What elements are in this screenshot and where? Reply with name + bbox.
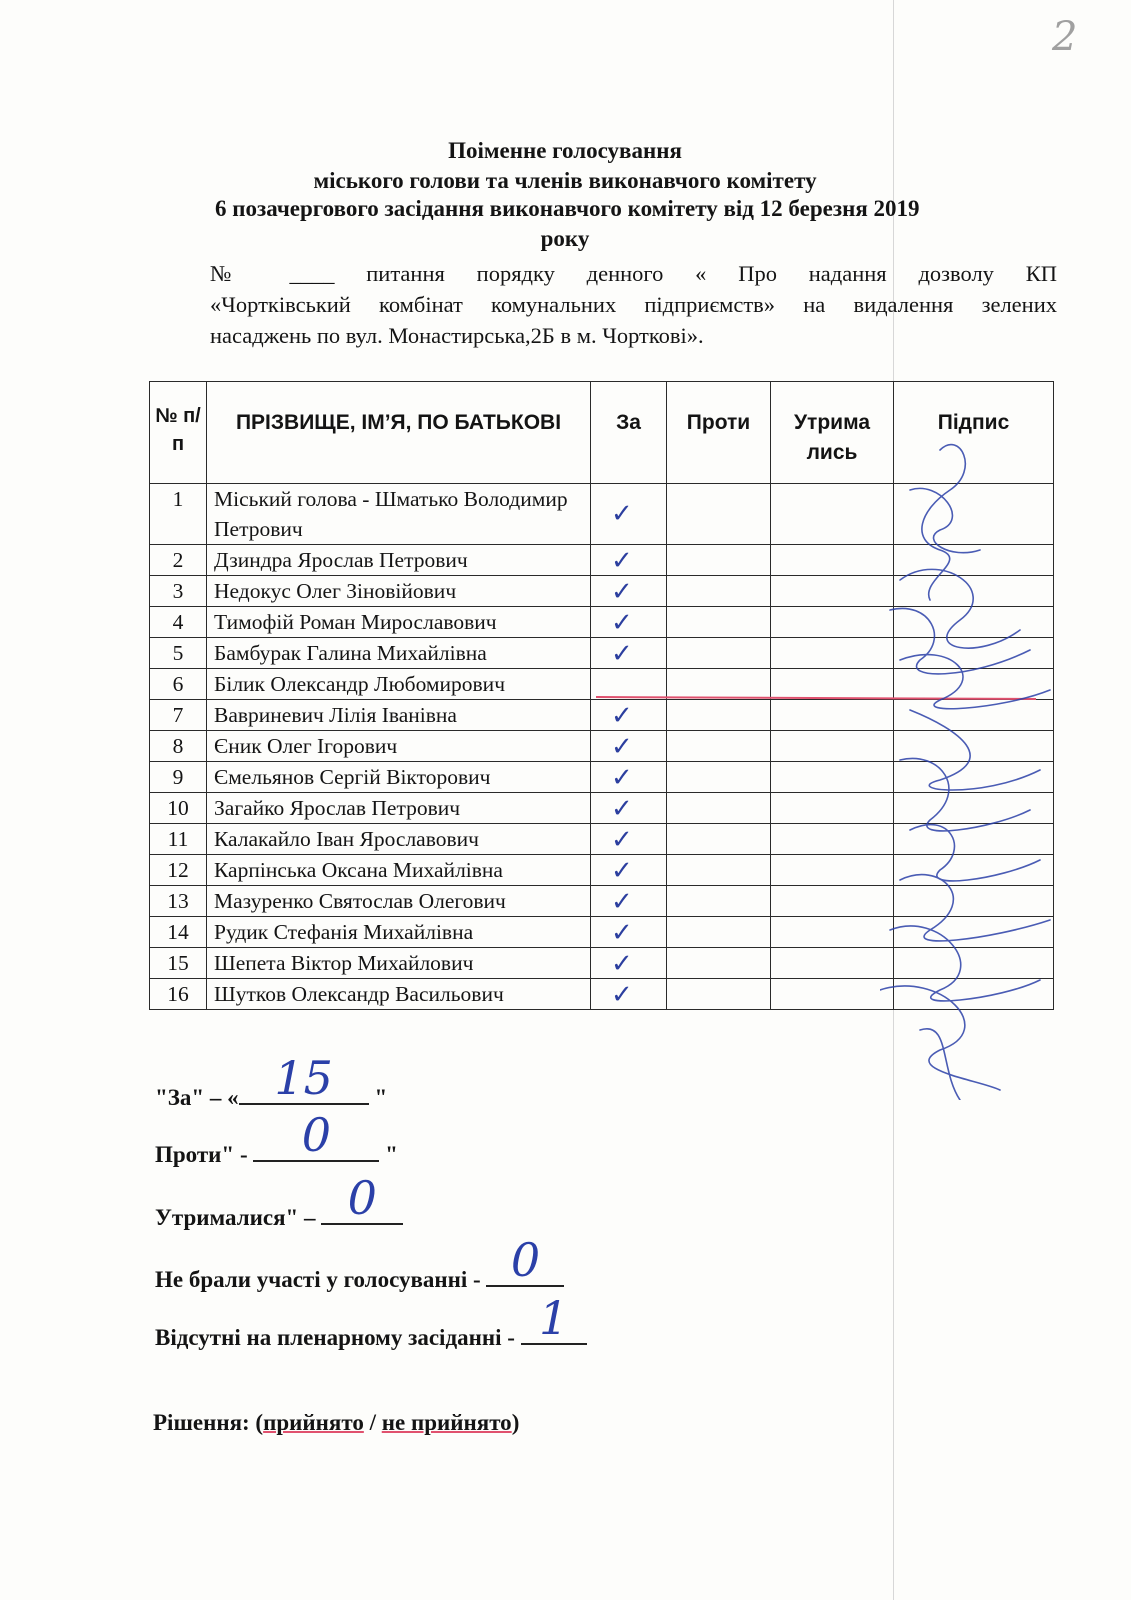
tally-absent bbox=[155, 1291, 587, 1351]
tally-abstained bbox=[155, 1171, 403, 1231]
doc-title: Поіменне голосування bbox=[448, 138, 682, 163]
row-number: 2 bbox=[150, 545, 207, 576]
row-number: 8 bbox=[150, 731, 207, 762]
meeting-line: 6 позачергового засідання виконавчого комітету від 12 березня 2019 bbox=[215, 196, 920, 221]
vote-against-cell bbox=[667, 824, 771, 855]
row-number: 1 bbox=[150, 484, 207, 545]
header-name: ПРІЗВИЩЕ, ІМ’Я, ПО БАТЬКОВІ bbox=[207, 382, 591, 484]
row-number: 14 bbox=[150, 917, 207, 948]
row-number: 12 bbox=[150, 855, 207, 886]
signatures-scribble bbox=[880, 430, 1060, 1100]
vote-abstained-cell bbox=[771, 917, 894, 948]
vote-for-cell bbox=[591, 545, 667, 576]
check-mark-icon: ✓ bbox=[611, 732, 633, 762]
check-mark-icon: ✓ bbox=[611, 577, 633, 607]
row-number: 13 bbox=[150, 886, 207, 917]
decision-close: ) bbox=[511, 1410, 520, 1435]
vote-for-cell bbox=[591, 886, 667, 917]
vote-abstained-cell bbox=[771, 824, 894, 855]
tally-for-label: "За" – « bbox=[155, 1085, 239, 1110]
row-number: 9 bbox=[150, 762, 207, 793]
tally-absent-value: 1 bbox=[539, 1291, 569, 1345]
check-mark-icon: ✓ bbox=[611, 701, 633, 731]
agenda-question-line: насаджень по вул. Монастирська,2Б в м. Чорткові». bbox=[210, 323, 704, 348]
vote-against-cell bbox=[667, 917, 771, 948]
vote-against-cell bbox=[667, 607, 771, 638]
vote-abstained-cell bbox=[771, 855, 894, 886]
member-name: Шутков Олександр Васильович bbox=[207, 979, 591, 1010]
check-mark-icon: ✓ bbox=[611, 763, 633, 793]
member-name: Дзиндра Ярослав Петрович bbox=[207, 545, 591, 576]
member-name: Загайко Ярослав Петрович bbox=[207, 793, 591, 824]
row-number: 4 bbox=[150, 607, 207, 638]
tally-not-voting bbox=[155, 1233, 564, 1293]
row-number: 5 bbox=[150, 638, 207, 669]
agenda-question bbox=[210, 258, 1057, 351]
tally-not-voting-label: Не брали участі у голосуванні - bbox=[155, 1267, 487, 1292]
vote-for-cell bbox=[591, 669, 667, 700]
member-name: Бамбурак Галина Михайлівна bbox=[207, 638, 591, 669]
tally-for-blank bbox=[239, 1051, 369, 1105]
check-mark-icon: ✓ bbox=[611, 887, 633, 917]
vote-abstained-cell bbox=[771, 638, 894, 669]
vote-abstained-cell bbox=[771, 576, 894, 607]
row-number: 7 bbox=[150, 700, 207, 731]
vote-against-cell bbox=[667, 886, 771, 917]
tally-abstained-label: Утрималися" – bbox=[155, 1205, 322, 1230]
agenda-question-line: «Чортківський комбінат комунальних підприємств» на видалення зелених bbox=[210, 292, 1057, 317]
vote-against-cell bbox=[667, 731, 771, 762]
vote-abstained-cell bbox=[771, 545, 894, 576]
vote-abstained-cell bbox=[771, 731, 894, 762]
check-mark-icon: ✓ bbox=[611, 546, 633, 576]
member-name: Рудик Стефанія Михайлівна bbox=[207, 917, 591, 948]
vote-for-cell bbox=[591, 793, 667, 824]
member-name: Єник Олег Ігорович bbox=[207, 731, 591, 762]
vote-for-cell bbox=[591, 948, 667, 979]
check-mark-icon: ✓ bbox=[611, 499, 633, 529]
decision-label: Рішення: ( bbox=[153, 1410, 264, 1435]
row-number: 6 bbox=[150, 669, 207, 700]
vote-for-cell bbox=[591, 917, 667, 948]
vote-against-cell bbox=[667, 545, 771, 576]
tally-absent-label: Відсутні на пленарному засіданні - bbox=[155, 1325, 521, 1350]
agenda-question-line: № ____ питання порядку денного « Про надання дозволу КП bbox=[210, 261, 1057, 286]
row-number: 15 bbox=[150, 948, 207, 979]
member-name: Білик Олександр Любомирович bbox=[207, 669, 591, 700]
vote-against-cell bbox=[667, 793, 771, 824]
row-number: 16 bbox=[150, 979, 207, 1010]
header-against: Проти bbox=[667, 382, 771, 484]
check-mark-icon: ✓ bbox=[611, 980, 633, 1010]
vote-against-cell bbox=[667, 669, 771, 700]
tally-abstained-value: 0 bbox=[347, 1171, 377, 1225]
tally-abstained-blank bbox=[321, 1171, 403, 1225]
vote-for-cell bbox=[591, 700, 667, 731]
vote-abstained-cell bbox=[771, 700, 894, 731]
page-number: 2 bbox=[1052, 14, 1078, 60]
decision-separator: / bbox=[363, 1410, 382, 1435]
row-number: 10 bbox=[150, 793, 207, 824]
decision bbox=[153, 1410, 519, 1436]
header-signature: Підпис bbox=[894, 382, 1054, 484]
vote-against-cell bbox=[667, 948, 771, 979]
row-number: 3 bbox=[150, 576, 207, 607]
check-mark-icon: ✓ bbox=[611, 918, 633, 948]
member-name: Калакайло Іван Ярославович bbox=[207, 824, 591, 855]
header-number: № п/ п bbox=[150, 382, 207, 484]
tally-against-label: Проти" - bbox=[155, 1142, 254, 1167]
tally-against-close: " bbox=[379, 1142, 398, 1167]
decision-rejected: не прийнято bbox=[381, 1410, 512, 1435]
vote-for-cell bbox=[591, 824, 667, 855]
decision-adopted: прийнято bbox=[263, 1410, 364, 1435]
meeting-line-year: року bbox=[540, 226, 590, 251]
vote-against-cell bbox=[667, 638, 771, 669]
member-name: Недокус Олег Зіновійович bbox=[207, 576, 591, 607]
tally-against bbox=[155, 1108, 398, 1168]
member-name: Шепета Віктор Михайлович bbox=[207, 948, 591, 979]
member-name: Ємельянов Сергій Вікторович bbox=[207, 762, 591, 793]
vote-for-cell bbox=[591, 607, 667, 638]
vote-abstained-cell bbox=[771, 948, 894, 979]
tally-for-close: " bbox=[368, 1085, 388, 1110]
vote-abstained-cell bbox=[771, 607, 894, 638]
check-mark-icon: ✓ bbox=[611, 639, 633, 669]
check-mark-icon: ✓ bbox=[611, 608, 633, 638]
vote-for-cell bbox=[591, 979, 667, 1010]
tally-absent-blank bbox=[521, 1291, 587, 1345]
vote-abstained-cell bbox=[771, 669, 894, 700]
tally-for-value: 15 bbox=[274, 1051, 333, 1105]
tally-not-voting-value: 0 bbox=[510, 1233, 541, 1287]
tally-against-value: 0 bbox=[301, 1108, 331, 1162]
vote-for-cell bbox=[591, 762, 667, 793]
member-name: Карпінська Оксана Михайлівна bbox=[207, 855, 591, 886]
vote-against-cell bbox=[667, 979, 771, 1010]
check-mark-icon: ✓ bbox=[611, 825, 633, 855]
vote-abstained-cell bbox=[771, 793, 894, 824]
row-number: 11 bbox=[150, 824, 207, 855]
check-mark-icon: ✓ bbox=[611, 856, 633, 886]
vote-against-cell bbox=[667, 855, 771, 886]
vote-abstained-cell bbox=[771, 762, 894, 793]
header-for: За bbox=[591, 382, 667, 484]
header-abstained: Утрима лись bbox=[771, 382, 894, 484]
vote-abstained-cell bbox=[771, 886, 894, 917]
doc-subtitle: міського голови та членів виконавчого комітету bbox=[313, 168, 817, 193]
vote-against-cell bbox=[667, 484, 771, 545]
member-name: Мазуренко Святослав Олегович bbox=[207, 886, 591, 917]
vote-for-cell bbox=[591, 731, 667, 762]
check-mark-icon: ✓ bbox=[611, 794, 633, 824]
member-name: Вавриневич Лілія Іванівна bbox=[207, 700, 591, 731]
vote-for-cell bbox=[591, 576, 667, 607]
member-name: Міський голова - Шматько Володимир Петрович bbox=[207, 484, 591, 545]
vote-abstained-cell bbox=[771, 979, 894, 1010]
tally-not-voting-blank bbox=[486, 1233, 564, 1287]
vote-against-cell bbox=[667, 576, 771, 607]
vote-against-cell bbox=[667, 700, 771, 731]
vote-for-cell bbox=[591, 855, 667, 886]
check-mark-icon: ✓ bbox=[611, 949, 633, 979]
vote-for-cell bbox=[591, 638, 667, 669]
vote-abstained-cell bbox=[771, 484, 894, 545]
vote-for-cell bbox=[591, 484, 667, 545]
tally-against-blank bbox=[253, 1108, 379, 1162]
vote-against-cell bbox=[667, 762, 771, 793]
member-name: Тимофій Роман Мирославович bbox=[207, 607, 591, 638]
